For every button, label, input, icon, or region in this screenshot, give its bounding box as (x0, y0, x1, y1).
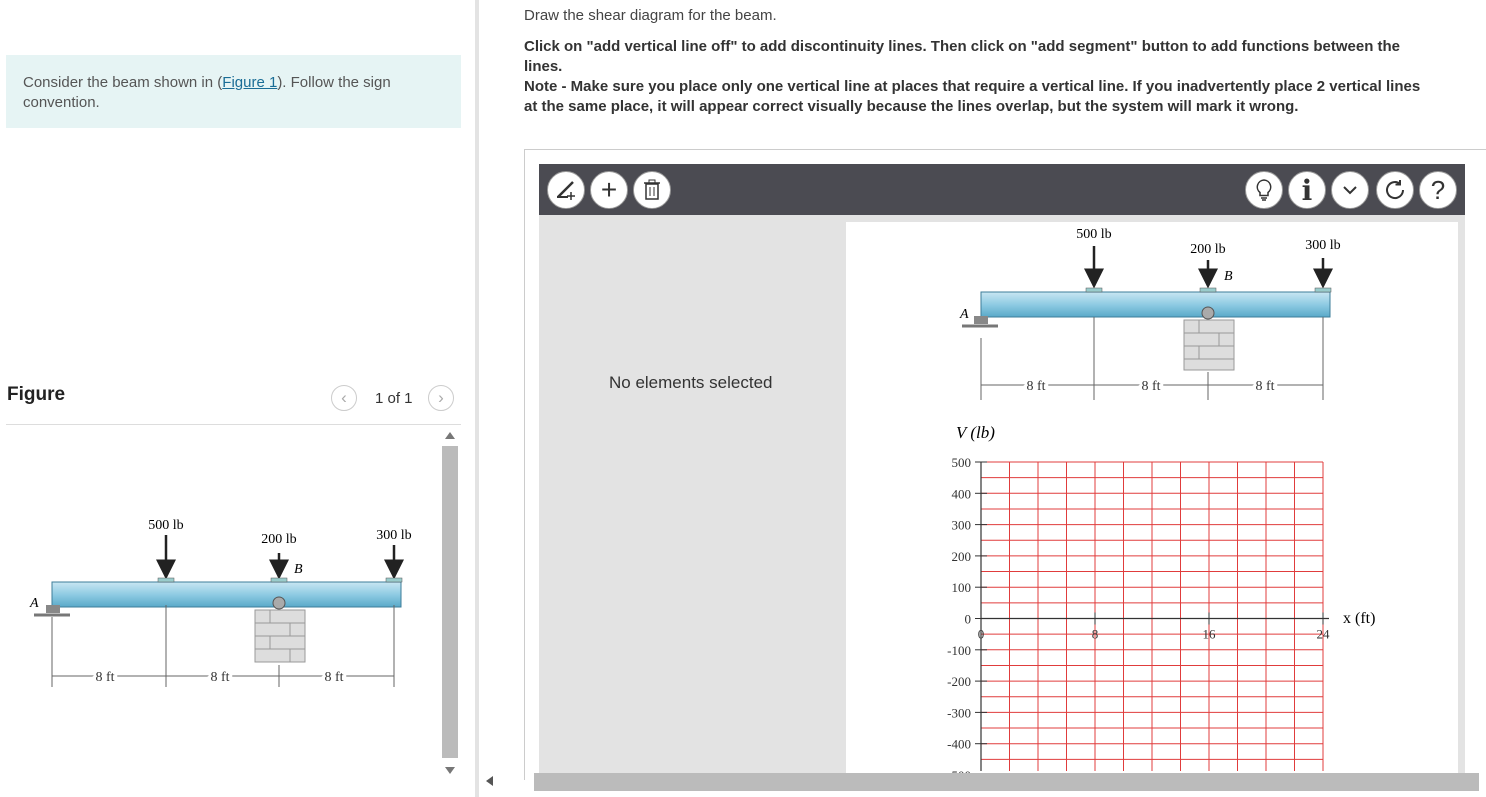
x-tick-label: 16 (1202, 626, 1216, 642)
help-button[interactable] (1419, 171, 1457, 209)
dimension-label-3: 8 ft (324, 670, 344, 685)
figure-title: Figure (7, 384, 66, 405)
figure-scroll-thumb[interactable] (442, 446, 458, 758)
chevron-right-icon: › (438, 388, 444, 407)
canvas-dimension-label-1: 8 ft (1026, 379, 1046, 394)
add-segment-icon: + (600, 174, 618, 205)
instruction-add-lines: Click on "add vertical line off" to add discontinuity lines. Then click on "add segment" button to add functions between the lines. (524, 38, 1401, 75)
y-tick-labels (947, 455, 971, 783)
load-label-300: 300 lb (376, 528, 412, 543)
hint-lightbulb-icon (1254, 178, 1274, 202)
y-tick-label: -400 (947, 736, 971, 752)
y-tick-label: -300 (947, 705, 971, 721)
y-tick-label: 500 (951, 455, 971, 470)
next-figure-button[interactable] (428, 385, 454, 411)
graph-grid (975, 462, 1329, 775)
load-label-200: 200 lb (261, 532, 297, 547)
help-icon: ? (1430, 174, 1446, 205)
beam (52, 582, 401, 607)
scroll-down-icon[interactable] (445, 767, 455, 774)
y-tick-label: -100 (947, 642, 971, 658)
y-tick-label: 0 (964, 611, 971, 627)
drawing-toolbar (539, 164, 1465, 215)
reset-button[interactable] (1376, 171, 1414, 209)
previous-figure-button[interactable] (331, 385, 357, 411)
y-tick-label: 200 (951, 548, 971, 564)
options-dropdown-button[interactable] (1331, 171, 1369, 209)
delete-button[interactable] (633, 171, 671, 209)
canvas-beam-figure (946, 222, 1366, 407)
chevron-left-icon: ‹ (341, 388, 347, 407)
x-axis-label: x (ft) (1343, 610, 1376, 627)
canvas-dimension-label-2: 8 ft (1141, 379, 1161, 394)
scroll-left-icon[interactable] (486, 776, 493, 786)
dimension-label-1: 8 ft (95, 670, 115, 685)
canvas-support-label-a: A (960, 307, 969, 322)
problem-statement (23, 73, 443, 113)
figure-divider (6, 424, 461, 425)
canvas-load-label-300: 300 lb (1305, 238, 1341, 253)
support-label-a: A (30, 596, 39, 611)
prompt-text-end: ). Follow the sign convention. (23, 74, 391, 111)
info-button[interactable] (1288, 171, 1326, 209)
canvas-horizontal-scrollbar[interactable] (534, 773, 1479, 791)
y-tick-label: 300 (951, 517, 971, 533)
instruction-title: Draw the shear diagram for the beam. (524, 7, 777, 24)
figure-link[interactable]: Figure 1 (222, 74, 278, 91)
support-label-b: B (294, 562, 303, 577)
beam-figure (20, 505, 430, 695)
y-tick-label: 400 (951, 486, 971, 502)
info-icon: i (1301, 173, 1313, 207)
x-tick-label: 8 (1091, 626, 1099, 642)
add-vertical-line-button[interactable] (547, 171, 585, 209)
reset-icon (1383, 178, 1407, 202)
x-tick-label: 0 (977, 626, 985, 642)
panel-divider[interactable] (475, 0, 479, 797)
canvas-load-label-200: 200 lb (1190, 242, 1226, 257)
y-tick-label: -200 (947, 674, 971, 690)
canvas-beam (981, 292, 1330, 317)
add-segment-button[interactable] (590, 171, 628, 209)
figure-pager-text: 1 of 1 (375, 390, 413, 407)
y-axis-label: V (lb) (956, 423, 995, 442)
canvas-support-label-b: B (1224, 269, 1233, 284)
y-tick-label: 100 (951, 580, 971, 596)
hint-button[interactable] (1245, 171, 1283, 209)
load-label-500: 500 lb (148, 518, 184, 533)
x-tick-label: 24 (1316, 626, 1330, 642)
instruction-note: Note - Make sure you place only one vertical line at places that require a vertical line. If you inadvertently place 2 vertical lines at the same place, it will appear correct visually because the lines overlap, but the system will mark it wrong. (524, 78, 1421, 115)
delete-icon (642, 179, 662, 201)
prompt-text-start: Consider the beam shown in ( (23, 74, 223, 91)
canvas-dimension-label-3: 8 ft (1255, 379, 1275, 394)
shear-diagram-graph[interactable] (846, 415, 1458, 771)
selection-status: No elements selected (609, 373, 773, 392)
add-vertical-line-icon (554, 178, 578, 202)
chevron-down-icon (1342, 185, 1358, 195)
dimension-label-2: 8 ft (210, 670, 230, 685)
scroll-up-icon[interactable] (445, 432, 455, 439)
canvas-load-label-500: 500 lb (1076, 227, 1112, 242)
